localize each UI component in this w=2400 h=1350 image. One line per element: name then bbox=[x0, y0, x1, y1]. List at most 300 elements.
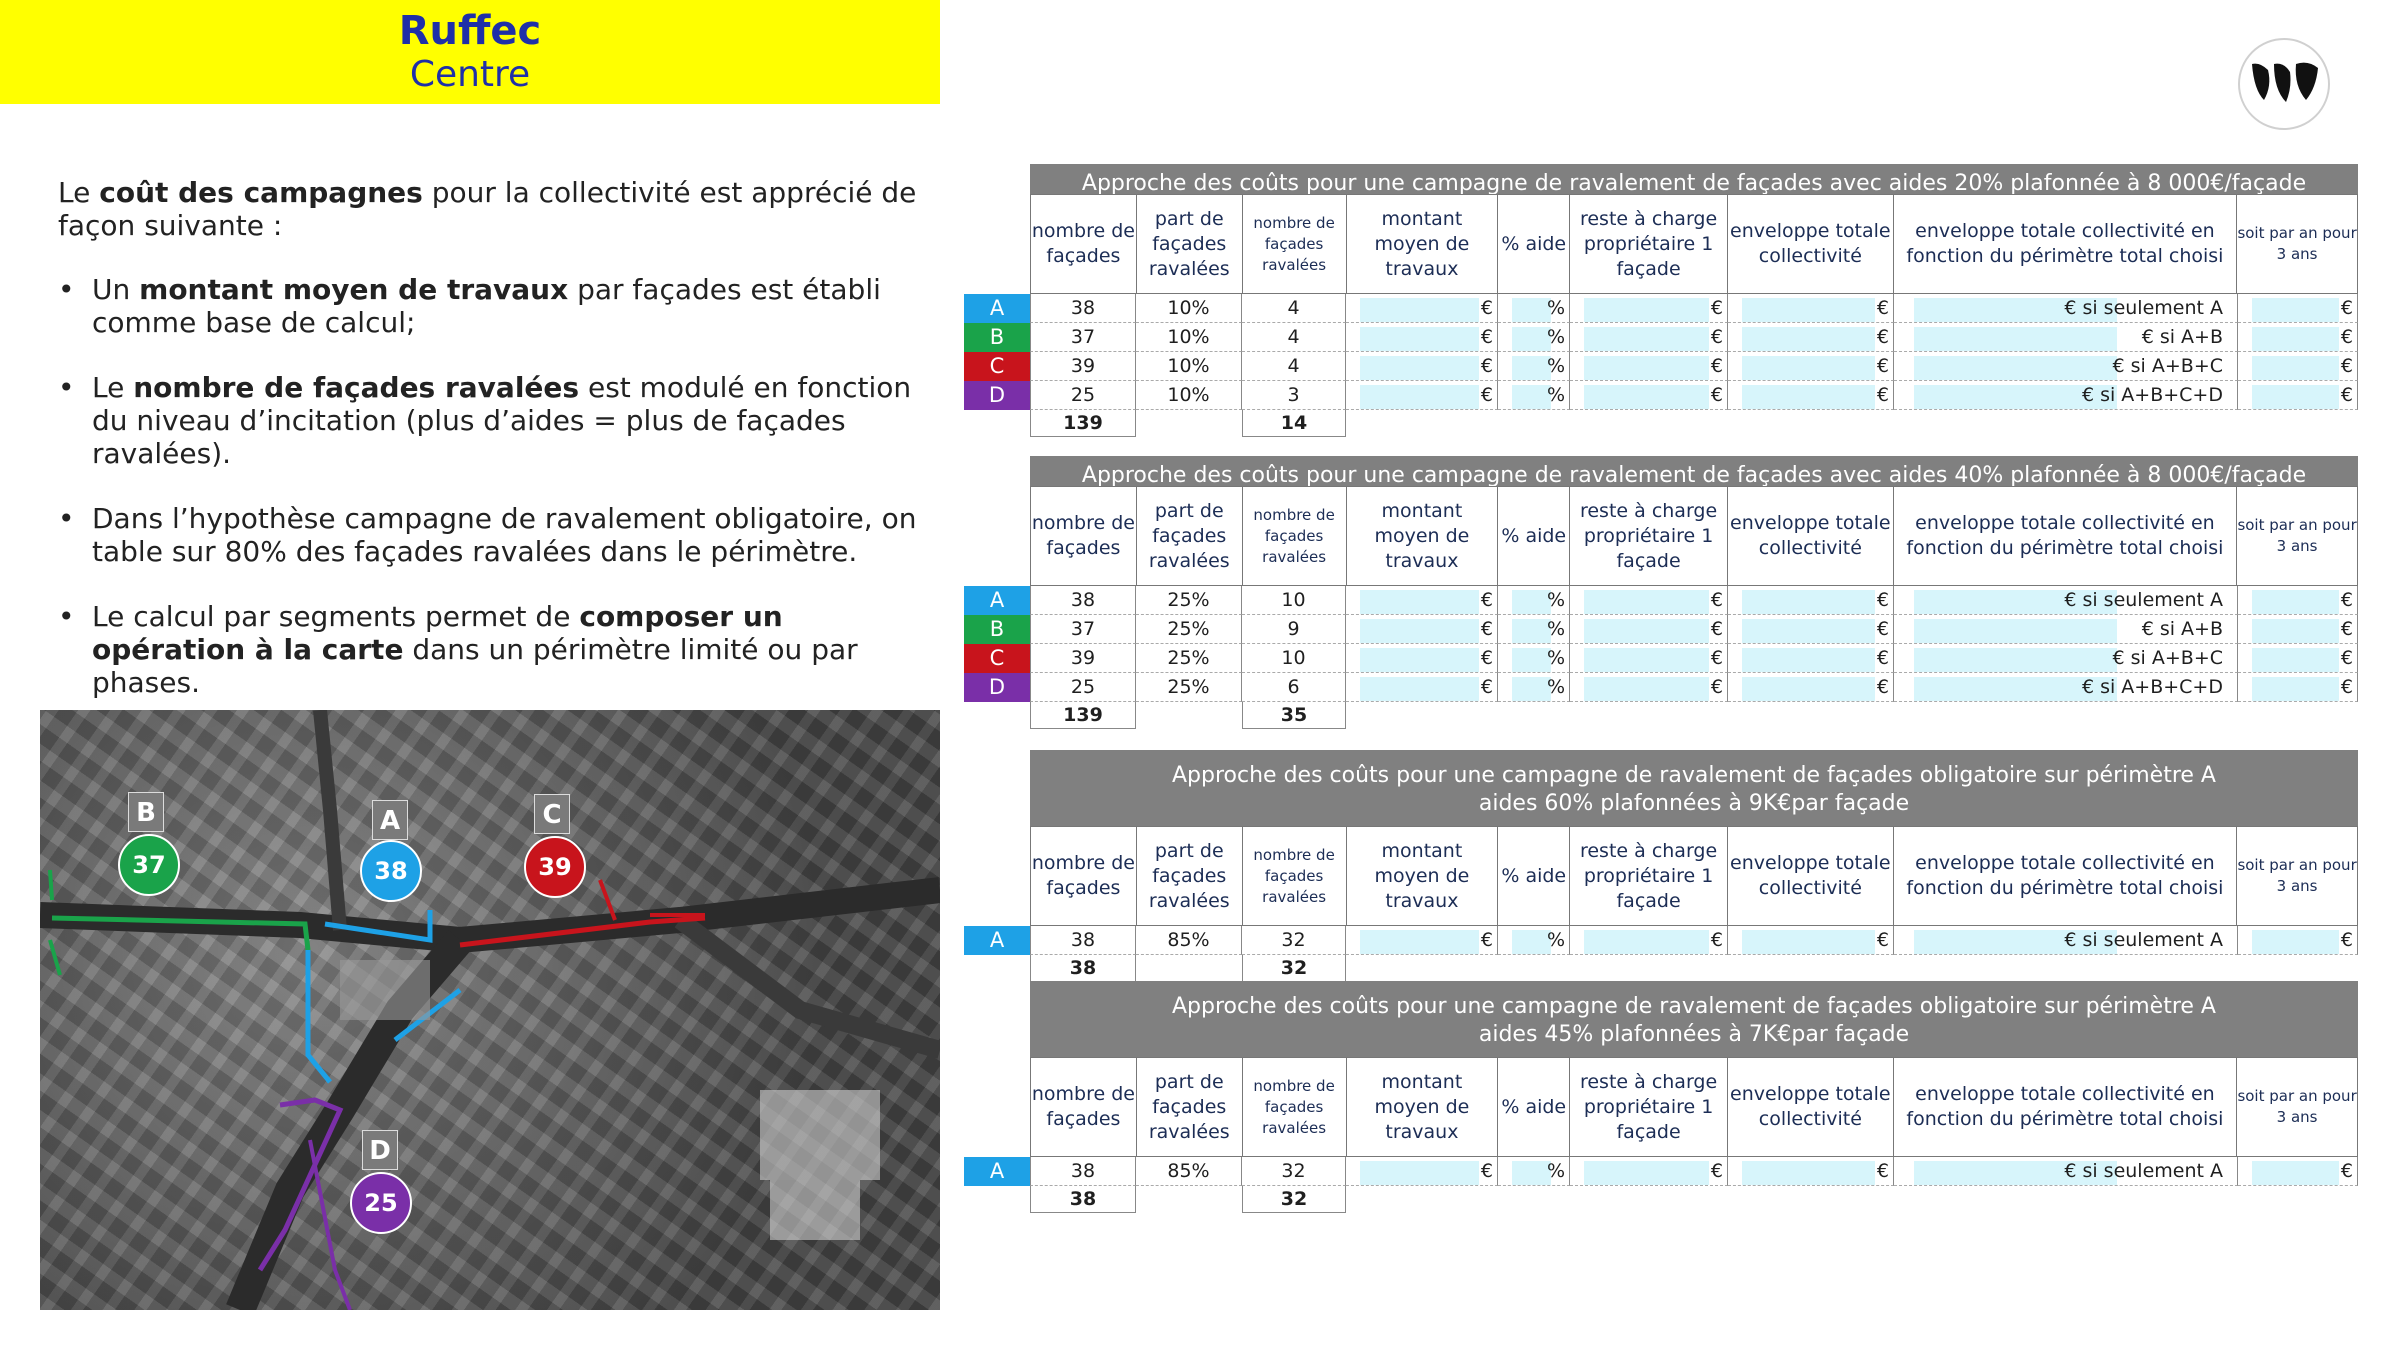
bullet-bold: composer un opération à la carte bbox=[92, 600, 783, 666]
total-nb-ravalees: 35 bbox=[1242, 702, 1346, 729]
cell-pct-aide bbox=[1498, 926, 1570, 955]
header-nb-ravalees: nombre de façades ravalées bbox=[1243, 1058, 1347, 1156]
input-cell-highlight bbox=[1360, 385, 1479, 409]
cell-enveloppe-perimetre bbox=[1894, 586, 2238, 615]
cell-montant bbox=[1346, 673, 1498, 702]
header-nb-ravalees: nombre de façades ravalées bbox=[1243, 827, 1347, 925]
input-cell-highlight bbox=[1584, 1161, 1709, 1185]
cell-nb-facades: 25 bbox=[1030, 673, 1136, 702]
cell-nb-ravalees: 32 bbox=[1242, 926, 1346, 955]
scope-label: € si seulement A bbox=[2064, 589, 2223, 611]
segment-label: A bbox=[964, 586, 1030, 615]
input-cell-highlight bbox=[2252, 619, 2339, 643]
input-cell-highlight bbox=[1360, 590, 1479, 614]
percent-unit: % bbox=[1546, 355, 1565, 377]
cell-reste bbox=[1570, 926, 1728, 955]
euro-unit: € bbox=[2340, 929, 2353, 951]
header-part-ravalees: part de façades ravalées bbox=[1137, 195, 1243, 293]
input-cell-highlight bbox=[1584, 356, 1709, 380]
total-nb-facades: 139 bbox=[1030, 410, 1136, 437]
intro-text bbox=[58, 176, 928, 731]
input-cell-highlight bbox=[2252, 648, 2339, 672]
percent-unit: % bbox=[1546, 326, 1565, 348]
cell-pct-aide bbox=[1498, 644, 1570, 673]
cell-pct-aide bbox=[1498, 615, 1570, 644]
cell-montant bbox=[1346, 926, 1498, 955]
cell-nb-ravalees: 4 bbox=[1242, 323, 1346, 352]
euro-unit: € bbox=[1710, 676, 1723, 698]
input-cell-highlight bbox=[1360, 619, 1479, 643]
cell-nb-ravalees: 3 bbox=[1242, 381, 1346, 410]
segment-label: C bbox=[964, 352, 1030, 381]
input-cell-highlight bbox=[1360, 648, 1479, 672]
segment-label: A bbox=[964, 1157, 1030, 1186]
euro-unit: € bbox=[1710, 589, 1723, 611]
input-cell-highlight bbox=[1742, 619, 1875, 643]
segment-label: D bbox=[964, 381, 1030, 410]
table-subtitle-line: aides 45% plafonnées à 7K€par façade bbox=[1478, 1022, 1910, 1047]
euro-unit: € bbox=[1876, 297, 1889, 319]
input-cell-highlight bbox=[1914, 327, 2117, 351]
header-pct-aide: % aide bbox=[1498, 487, 1570, 585]
aerial-map bbox=[40, 710, 940, 1310]
cell-par-an bbox=[2238, 644, 2358, 673]
cell-part-ravalees: 10% bbox=[1136, 294, 1242, 323]
cell-enveloppe-perimetre bbox=[1894, 323, 2238, 352]
cell-enveloppe-perimetre bbox=[1894, 644, 2238, 673]
euro-unit: € bbox=[1480, 384, 1493, 406]
input-cell-highlight bbox=[1742, 327, 1875, 351]
header-reste: reste à charge propriétaire 1 façade bbox=[1570, 1058, 1728, 1156]
cell-par-an bbox=[2238, 323, 2358, 352]
scope-label: € si A+B bbox=[2141, 618, 2223, 640]
percent-unit: % bbox=[1546, 929, 1565, 951]
header-pct-aide: % aide bbox=[1498, 827, 1570, 925]
table-title-line: Approche des coûts pour une campagne de ravalement de façades avec aides 40% plafonnée à 8 000€/façade bbox=[1081, 463, 2307, 486]
header-reste: reste à charge propriétaire 1 façade bbox=[1570, 195, 1728, 293]
cell-part-ravalees: 25% bbox=[1136, 615, 1242, 644]
header-nb-ravalees: nombre de façades ravalées bbox=[1243, 487, 1347, 585]
percent-unit: % bbox=[1546, 618, 1565, 640]
table-title-line: Approche des coûts pour une campagne de ravalement de façades avec aides 20% plafonnée à 8 000€/façade bbox=[1081, 171, 2307, 194]
cell-par-an bbox=[2238, 1157, 2358, 1186]
input-cell-highlight bbox=[1914, 356, 2117, 380]
cell-nb-ravalees: 32 bbox=[1242, 1157, 1346, 1186]
total-nb-facades: 38 bbox=[1030, 955, 1136, 982]
cell-par-an bbox=[2238, 586, 2358, 615]
euro-unit: € bbox=[2340, 1160, 2353, 1182]
cell-enveloppe-perimetre bbox=[1894, 381, 2238, 410]
cell-reste bbox=[1570, 323, 1728, 352]
table-row bbox=[964, 615, 2394, 644]
total-nb-ravalees: 14 bbox=[1242, 410, 1346, 437]
percent-unit: % bbox=[1546, 384, 1565, 406]
euro-unit: € bbox=[1480, 326, 1493, 348]
header-nb-facades: nombre de façades bbox=[1031, 195, 1137, 293]
cell-part-ravalees: 10% bbox=[1136, 352, 1242, 381]
header-nb-facades: nombre de façades bbox=[1031, 1058, 1137, 1156]
cell-nb-facades: 38 bbox=[1030, 294, 1136, 323]
segment-tag-a: A bbox=[372, 800, 408, 840]
scope-label: € si seulement A bbox=[2064, 297, 2223, 319]
euro-unit: € bbox=[1710, 647, 1723, 669]
input-cell-highlight bbox=[1742, 385, 1875, 409]
cell-nb-facades: 38 bbox=[1030, 926, 1136, 955]
cell-nb-ravalees: 10 bbox=[1242, 586, 1346, 615]
cell-montant bbox=[1346, 1157, 1498, 1186]
euro-unit: € bbox=[2340, 647, 2353, 669]
cell-reste bbox=[1570, 615, 1728, 644]
input-cell-highlight bbox=[1360, 298, 1479, 322]
header-montant: montant moyen de travaux bbox=[1347, 827, 1499, 925]
input-cell-highlight bbox=[1512, 590, 1551, 614]
header-enveloppe-perimetre: enveloppe totale collectivité en fonction du périmètre total choisi bbox=[1894, 827, 2237, 925]
cell-pct-aide bbox=[1498, 323, 1570, 352]
euro-unit: € bbox=[2340, 589, 2353, 611]
segment-count-a: 38 bbox=[360, 840, 422, 902]
euro-unit: € bbox=[1876, 384, 1889, 406]
input-cell-highlight bbox=[1584, 677, 1709, 701]
cell-enveloppe bbox=[1728, 323, 1894, 352]
input-cell-highlight bbox=[1360, 327, 1479, 351]
input-cell-highlight bbox=[1584, 327, 1709, 351]
segment-tag-c: C bbox=[534, 794, 570, 834]
euro-unit: € bbox=[1480, 355, 1493, 377]
table-header-row bbox=[1030, 826, 2358, 926]
input-cell-highlight bbox=[1914, 619, 2117, 643]
header-pct-aide: % aide bbox=[1498, 1058, 1570, 1156]
page-title: Ruffec bbox=[398, 8, 542, 54]
scope-label: € si seulement A bbox=[2064, 1160, 2223, 1182]
input-cell-highlight bbox=[1360, 930, 1479, 954]
header-nb-ravalees: nombre de façades ravalées bbox=[1243, 195, 1347, 293]
bullet-text: Un bbox=[92, 273, 140, 306]
cell-reste bbox=[1570, 352, 1728, 381]
cell-montant bbox=[1346, 381, 1498, 410]
input-cell-highlight bbox=[1584, 385, 1709, 409]
euro-unit: € bbox=[2340, 297, 2353, 319]
table-header-row bbox=[1030, 194, 2358, 294]
input-cell-highlight bbox=[2252, 1161, 2339, 1185]
euro-unit: € bbox=[1710, 618, 1723, 640]
euro-unit: € bbox=[1876, 355, 1889, 377]
header-par-an: soit par an pour 3 ans bbox=[2237, 856, 2357, 895]
cell-enveloppe-perimetre bbox=[1894, 926, 2238, 955]
cell-enveloppe bbox=[1728, 673, 1894, 702]
euro-unit: € bbox=[2340, 618, 2353, 640]
cell-montant bbox=[1346, 352, 1498, 381]
cell-nb-facades: 25 bbox=[1030, 381, 1136, 410]
cell-pct-aide bbox=[1498, 673, 1570, 702]
table-total-row bbox=[964, 955, 2394, 982]
euro-unit: € bbox=[1480, 676, 1493, 698]
scope-label: € si A+B+C+D bbox=[2081, 676, 2223, 698]
page-subtitle: Centre bbox=[409, 54, 531, 95]
bullet-item bbox=[58, 502, 928, 568]
euro-unit: € bbox=[2340, 384, 2353, 406]
segment-count-d: 25 bbox=[350, 1172, 412, 1234]
bullet-bold: nombre de façades ravalées bbox=[133, 371, 580, 404]
total-nb-facades: 38 bbox=[1030, 1186, 1136, 1213]
input-cell-highlight bbox=[1742, 1161, 1875, 1185]
input-cell-highlight bbox=[1584, 930, 1709, 954]
bullet-bold: montant moyen de travaux bbox=[139, 273, 569, 306]
table-title bbox=[1030, 164, 2358, 194]
bullet-item bbox=[58, 371, 928, 470]
intro-paragraph bbox=[58, 176, 928, 242]
header-enveloppe-perimetre: enveloppe totale collectivité en fonction du périmètre total choisi bbox=[1894, 487, 2237, 585]
euro-unit: € bbox=[2340, 326, 2353, 348]
table-title bbox=[1030, 981, 2358, 1057]
euro-unit: € bbox=[1710, 326, 1723, 348]
segment-label: A bbox=[964, 926, 1030, 955]
header-enveloppe: enveloppe totale collectivité bbox=[1728, 195, 1894, 293]
bullet-text: est modulé en fonction du niveau d’incitation (plus d’aides = plus de façades ravalées). bbox=[92, 371, 912, 470]
input-cell-highlight bbox=[2252, 327, 2339, 351]
cell-reste bbox=[1570, 673, 1728, 702]
cell-enveloppe bbox=[1728, 644, 1894, 673]
percent-unit: % bbox=[1546, 297, 1565, 319]
cell-nb-ravalees: 4 bbox=[1242, 294, 1346, 323]
scope-label: € si A+B+C bbox=[2112, 647, 2223, 669]
header-part-ravalees: part de façades ravalées bbox=[1137, 827, 1243, 925]
euro-unit: € bbox=[1710, 355, 1723, 377]
euro-unit: € bbox=[1710, 297, 1723, 319]
bullet-item bbox=[58, 600, 928, 699]
table-total-row bbox=[964, 410, 2394, 437]
header-enveloppe: enveloppe totale collectivité bbox=[1728, 827, 1894, 925]
cell-reste bbox=[1570, 1157, 1728, 1186]
segment-label: C bbox=[964, 644, 1030, 673]
table-title bbox=[1030, 456, 2358, 486]
segment-label: B bbox=[964, 323, 1030, 352]
input-cell-highlight bbox=[1742, 648, 1875, 672]
brand-logo bbox=[2238, 38, 2330, 130]
cell-enveloppe-perimetre bbox=[1894, 673, 2238, 702]
input-cell-highlight bbox=[1512, 385, 1551, 409]
bullet-text: Le calcul par segments permet de bbox=[92, 600, 580, 633]
cell-pct-aide bbox=[1498, 1157, 1570, 1186]
cell-nb-facades: 38 bbox=[1030, 1157, 1136, 1186]
cell-montant bbox=[1346, 615, 1498, 644]
euro-unit: € bbox=[1480, 647, 1493, 669]
input-cell-highlight bbox=[1584, 298, 1709, 322]
input-cell-highlight bbox=[1584, 648, 1709, 672]
euro-unit: € bbox=[1480, 929, 1493, 951]
segment-label: A bbox=[964, 294, 1030, 323]
table-row bbox=[964, 323, 2394, 352]
table-title bbox=[1030, 750, 2358, 826]
euro-unit: € bbox=[1876, 589, 1889, 611]
euro-unit: € bbox=[2340, 676, 2353, 698]
cell-nb-facades: 37 bbox=[1030, 323, 1136, 352]
bullet-text: Dans l’hypothèse campagne de ravalement obligatoire, on table sur 80% des façades ravalées dans le périmètre. bbox=[92, 502, 917, 568]
table-row bbox=[964, 1157, 2394, 1186]
cell-nb-facades: 39 bbox=[1030, 352, 1136, 381]
cell-montant bbox=[1346, 294, 1498, 323]
percent-unit: % bbox=[1546, 647, 1565, 669]
table-row bbox=[964, 644, 2394, 673]
title-banner bbox=[0, 0, 940, 104]
table-row bbox=[964, 294, 2394, 323]
cell-par-an bbox=[2238, 615, 2358, 644]
scope-label: € si A+B+C+D bbox=[2081, 384, 2223, 406]
cell-enveloppe bbox=[1728, 586, 1894, 615]
euro-unit: € bbox=[1876, 326, 1889, 348]
cell-reste bbox=[1570, 381, 1728, 410]
cell-part-ravalees: 25% bbox=[1136, 586, 1242, 615]
table-row bbox=[964, 926, 2394, 955]
euro-unit: € bbox=[1876, 647, 1889, 669]
cell-nb-ravalees: 6 bbox=[1242, 673, 1346, 702]
input-cell-highlight bbox=[1914, 648, 2117, 672]
cell-nb-facades: 38 bbox=[1030, 586, 1136, 615]
segment-label: D bbox=[964, 673, 1030, 702]
table-total-row bbox=[964, 702, 2394, 729]
euro-unit: € bbox=[1876, 1160, 1889, 1182]
table-subtitle-line: aides 60% plafonnées à 9K€par façade bbox=[1478, 791, 1910, 816]
input-cell-highlight bbox=[1360, 677, 1479, 701]
input-cell-highlight bbox=[1584, 619, 1709, 643]
cell-enveloppe bbox=[1728, 352, 1894, 381]
cell-part-ravalees: 10% bbox=[1136, 381, 1242, 410]
header-par-an: soit par an pour 3 ans bbox=[2237, 516, 2357, 555]
header-par-an: soit par an pour 3 ans bbox=[2237, 1087, 2357, 1126]
euro-unit: € bbox=[1710, 929, 1723, 951]
segment-label: B bbox=[964, 615, 1030, 644]
cell-part-ravalees: 10% bbox=[1136, 323, 1242, 352]
cell-nb-facades: 39 bbox=[1030, 644, 1136, 673]
bullet-list bbox=[58, 273, 928, 699]
euro-unit: € bbox=[2340, 355, 2353, 377]
euro-unit: € bbox=[1710, 384, 1723, 406]
input-cell-highlight bbox=[1742, 930, 1875, 954]
table-row bbox=[964, 586, 2394, 615]
cell-pct-aide bbox=[1498, 352, 1570, 381]
percent-unit: % bbox=[1546, 676, 1565, 698]
input-cell-highlight bbox=[1584, 590, 1709, 614]
cell-pct-aide bbox=[1498, 294, 1570, 323]
input-cell-highlight bbox=[1512, 298, 1551, 322]
header-par-an: soit par an pour 3 ans bbox=[2237, 224, 2357, 263]
total-nb-facades: 139 bbox=[1030, 702, 1136, 729]
input-cell-highlight bbox=[1512, 1161, 1551, 1185]
input-cell-highlight bbox=[2252, 930, 2339, 954]
input-cell-highlight bbox=[1512, 327, 1551, 351]
bullet-text: dans un périmètre limité ou par phases. bbox=[92, 633, 858, 699]
euro-unit: € bbox=[1480, 618, 1493, 640]
scope-label: € si A+B bbox=[2141, 326, 2223, 348]
table-row bbox=[964, 673, 2394, 702]
bullet-text: Le bbox=[92, 371, 134, 404]
input-cell-highlight bbox=[1360, 1161, 1479, 1185]
percent-unit: % bbox=[1546, 589, 1565, 611]
cell-part-ravalees: 85% bbox=[1136, 1157, 1242, 1186]
header-part-ravalees: part de façades ravalées bbox=[1137, 487, 1243, 585]
cell-part-ravalees: 25% bbox=[1136, 644, 1242, 673]
euro-unit: € bbox=[1876, 929, 1889, 951]
input-cell-highlight bbox=[1742, 298, 1875, 322]
input-cell-highlight bbox=[1742, 590, 1875, 614]
input-cell-highlight bbox=[2252, 298, 2339, 322]
header-nb-facades: nombre de façades bbox=[1031, 827, 1137, 925]
header-montant: montant moyen de travaux bbox=[1347, 1058, 1499, 1156]
table-title-line: Approche des coûts pour une campagne de ravalement de façades obligatoire sur périmètre A bbox=[1172, 763, 2216, 788]
input-cell-highlight bbox=[2252, 385, 2339, 409]
euro-unit: € bbox=[1710, 1160, 1723, 1182]
header-montant: montant moyen de travaux bbox=[1347, 195, 1499, 293]
input-cell-highlight bbox=[2252, 356, 2339, 380]
cell-nb-ravalees: 9 bbox=[1242, 615, 1346, 644]
table-header-row bbox=[1030, 486, 2358, 586]
table-row bbox=[964, 381, 2394, 410]
cell-par-an bbox=[2238, 673, 2358, 702]
input-cell-highlight bbox=[1512, 677, 1551, 701]
intro-prefix: Le bbox=[58, 176, 100, 209]
input-cell-highlight bbox=[2252, 677, 2339, 701]
total-nb-ravalees: 32 bbox=[1242, 1186, 1346, 1213]
segment-count-b: 37 bbox=[118, 834, 180, 896]
cell-montant bbox=[1346, 644, 1498, 673]
segment-tag-d: D bbox=[362, 1130, 398, 1170]
input-cell-highlight bbox=[2252, 590, 2339, 614]
header-reste: reste à charge propriétaire 1 façade bbox=[1570, 487, 1728, 585]
cell-reste bbox=[1570, 294, 1728, 323]
input-cell-highlight bbox=[1512, 648, 1551, 672]
table-row bbox=[964, 352, 2394, 381]
cell-enveloppe-perimetre bbox=[1894, 1157, 2238, 1186]
euro-unit: € bbox=[1480, 297, 1493, 319]
euro-unit: € bbox=[1876, 676, 1889, 698]
cell-par-an bbox=[2238, 352, 2358, 381]
euro-unit: € bbox=[1480, 1160, 1493, 1182]
cell-par-an bbox=[2238, 926, 2358, 955]
cell-enveloppe bbox=[1728, 381, 1894, 410]
cell-pct-aide bbox=[1498, 586, 1570, 615]
cell-part-ravalees: 25% bbox=[1136, 673, 1242, 702]
intro-bold: coût des campagnes bbox=[99, 176, 423, 209]
cell-par-an bbox=[2238, 381, 2358, 410]
cell-enveloppe bbox=[1728, 294, 1894, 323]
table-total-row bbox=[964, 1186, 2394, 1213]
header-enveloppe-perimetre: enveloppe totale collectivité en fonction du périmètre total choisi bbox=[1894, 1058, 2237, 1156]
header-montant: montant moyen de travaux bbox=[1347, 487, 1499, 585]
table-header-row bbox=[1030, 1057, 2358, 1157]
cell-enveloppe-perimetre bbox=[1894, 294, 2238, 323]
segment-count-c: 39 bbox=[524, 836, 586, 898]
intro-suffix: pour la collectivité est apprécié de façon suivante : bbox=[58, 176, 917, 242]
total-nb-ravalees: 32 bbox=[1242, 955, 1346, 982]
header-pct-aide: % aide bbox=[1498, 195, 1570, 293]
cell-montant bbox=[1346, 586, 1498, 615]
table-title-line: Approche des coûts pour une campagne de ravalement de façades obligatoire sur périmètre A bbox=[1172, 994, 2216, 1019]
cell-enveloppe-perimetre bbox=[1894, 352, 2238, 381]
cell-nb-facades: 37 bbox=[1030, 615, 1136, 644]
input-cell-highlight bbox=[1512, 930, 1551, 954]
cell-reste bbox=[1570, 586, 1728, 615]
input-cell-highlight bbox=[1512, 619, 1551, 643]
cell-enveloppe bbox=[1728, 1157, 1894, 1186]
header-reste: reste à charge propriétaire 1 façade bbox=[1570, 827, 1728, 925]
cell-enveloppe bbox=[1728, 615, 1894, 644]
cell-pct-aide bbox=[1498, 381, 1570, 410]
cell-nb-ravalees: 4 bbox=[1242, 352, 1346, 381]
input-cell-highlight bbox=[1742, 677, 1875, 701]
segment-tag-b: B bbox=[128, 792, 164, 832]
percent-unit: % bbox=[1546, 1160, 1565, 1182]
cell-montant bbox=[1346, 323, 1498, 352]
header-enveloppe-perimetre: enveloppe totale collectivité en fonction du périmètre total choisi bbox=[1894, 195, 2237, 293]
